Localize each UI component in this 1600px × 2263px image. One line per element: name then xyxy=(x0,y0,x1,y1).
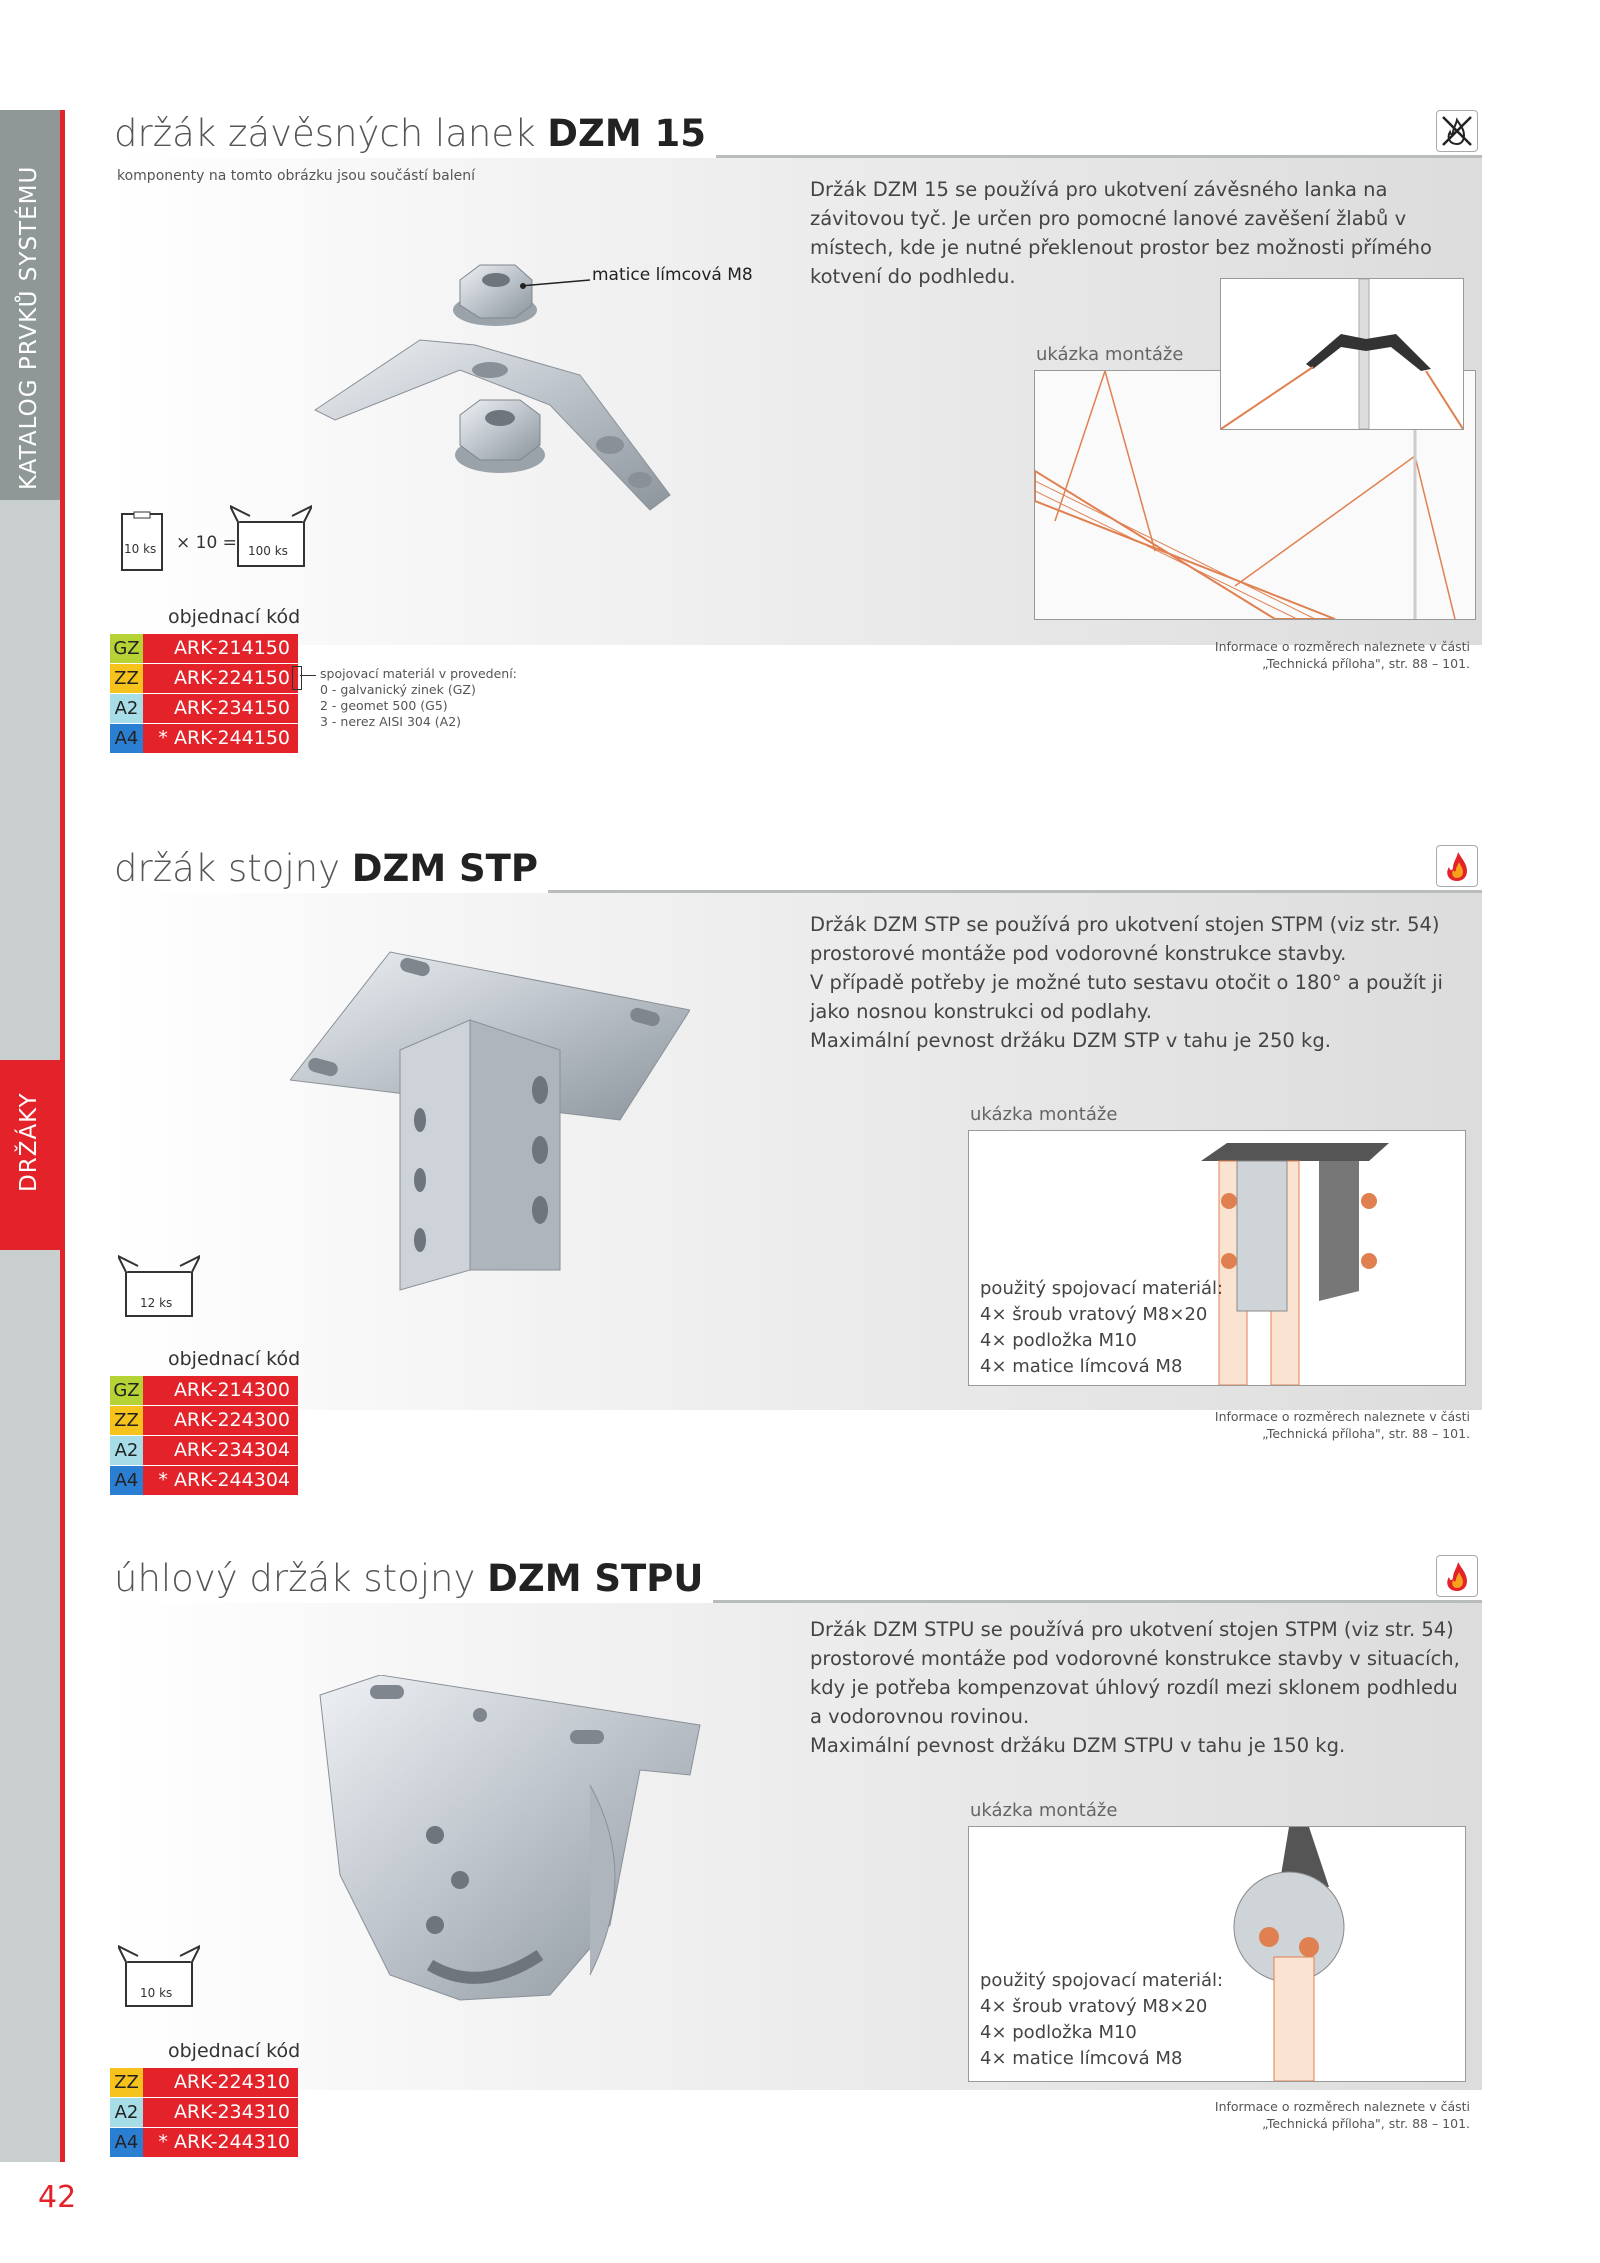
code-row-zz: ZZ ARK-224300 xyxy=(110,1406,298,1435)
dzm15-description: Držák DZM 15 se používá pro ukotvení závěsného lanka na závitovou tyč. Je určen pro pomocné lanové zavěšení žlabů v místech, kde je nutné překlenout prostor bez možnosti přímého kotvení do podhledu. xyxy=(810,178,1432,288)
dzmstp-product-image xyxy=(290,940,690,1320)
code-row-zz: ZZ ARK-224310 xyxy=(110,2068,298,2097)
section-dzm15-title: držák závěsných lanek DZM 15 xyxy=(110,110,716,158)
material-legend: spojovací materiál v provedení: 0 - galvanický zinek (GZ) 2 - geomet 500 (G5) 3 - nerez AISI 304 (A2) xyxy=(320,666,517,729)
package-small-count: 10 ks xyxy=(124,542,157,556)
sidebar-catalog-block xyxy=(0,110,60,500)
sidebar-section-label: DRŽÁKY xyxy=(16,1092,42,1192)
dzm15-montaz-detail-image xyxy=(1220,278,1464,430)
code-row-a2: A2 ARK-234150 xyxy=(110,694,298,723)
section-dzm15-info: Informace o rozměrech naleznete v části „Technická příloha", str. 88 – 101. xyxy=(1214,639,1470,671)
package-big-count: 100 ks xyxy=(248,544,288,558)
dzmstpu-used-material: použitý spojovací materiál: 4× šroub vratový M8×20 4× podložka M10 4× matice límcová M8 xyxy=(980,1970,1224,2069)
code-row-zz: ZZ ARK-224150 xyxy=(110,664,298,693)
code-row-a2: A2 ARK-234304 xyxy=(110,1436,298,1465)
section-dzmstp-title: držák stojny DZM STP xyxy=(110,845,548,893)
package-multiplier: × 10 = xyxy=(176,533,237,553)
dzmstpu-montaz-label: ukázka montáže xyxy=(970,1800,1118,1821)
fire-icon xyxy=(1436,1555,1478,1597)
dzmstpu-description: Držák DZM STPU se používá pro ukotvení stojen STPM (viz str. 54) prostorové montáže pod vodorovné konstrukce stavby v situacích, kdy je potřeba kompenzovat úhlový rozdíl mezi sklonem podhledu a vodorovnou rovinou. Maximální pevnost držáku DZM STPU v tahu je 150 kg. xyxy=(810,1618,1460,1757)
dzm15-montaz-label: ukázka montáže xyxy=(1036,344,1184,365)
section-dzmstp-code-header: objednací kód xyxy=(168,1348,301,1370)
dzmstp-description: Držák DZM STP se používá pro ukotvení stojen STPM (viz str. 54) prostorové montáže pod vodorovné konstrukce stavby. V případě potřeby je možné tuto sestavu otočit o 180° a použít ji jako nosnou konstrukci od podlahy. Maximální pevnost držáku DZM STP v tahu je 250 kg. xyxy=(810,913,1443,1052)
sidebar-catalog-label: KATALOG PRVKŮ SYSTÉMU xyxy=(16,165,42,490)
no-fire-icon xyxy=(1436,110,1478,152)
sidebar-red-strip xyxy=(60,110,65,2162)
code-row-a2: A2 ARK-234310 xyxy=(110,2098,298,2127)
component-leader-line xyxy=(520,262,590,292)
package-box-icon xyxy=(230,498,312,570)
dzmstp-used-material: použitý spojovací materiál: 4× šroub vratový M8×20 4× podložka M10 4× matice límcová M8 xyxy=(980,1278,1224,1377)
dzm15-product-image xyxy=(300,250,690,520)
section-dzm15-code-header: objednací kód xyxy=(168,606,301,628)
code-row-a4: A4 * ARK-244304 xyxy=(110,1466,298,1495)
code-digit-marker xyxy=(292,666,302,690)
section-dzmstpu-code-header: objednací kód xyxy=(168,2040,301,2062)
legend-leader-line xyxy=(300,675,316,676)
section-dzmstpu-title: úhlový držák stojny DZM STPU xyxy=(110,1555,713,1603)
package-count: 10 ks xyxy=(140,1986,173,2000)
section-dzmstp-info: Informace o rozměrech naleznete v části „Technická příloha", str. 88 – 101. xyxy=(1214,1409,1470,1441)
component-label: matice límcová M8 xyxy=(592,265,753,285)
fire-icon xyxy=(1436,845,1478,887)
code-row-gz: GZ ARK-214300 xyxy=(110,1376,298,1405)
dzmstp-montaz-label: ukázka montáže xyxy=(970,1104,1118,1125)
code-row-a4: A4 * ARK-244150 xyxy=(110,724,298,753)
code-row-a4: A4 * ARK-244310 xyxy=(110,2128,298,2157)
section-dzmstpu-info: Informace o rozměrech naleznete v části „Technická příloha", str. 88 – 101. xyxy=(1214,2099,1470,2131)
code-row-gz: GZ ARK-214150 xyxy=(110,634,298,663)
package-count: 12 ks xyxy=(140,1296,173,1310)
sidebar-section-block xyxy=(0,1060,60,1250)
section-dzm15-note: komponenty na tomto obrázku jsou součástí balení xyxy=(117,168,476,184)
page-number: 42 xyxy=(38,2180,77,2215)
dzmstpu-product-image xyxy=(310,1675,710,2015)
